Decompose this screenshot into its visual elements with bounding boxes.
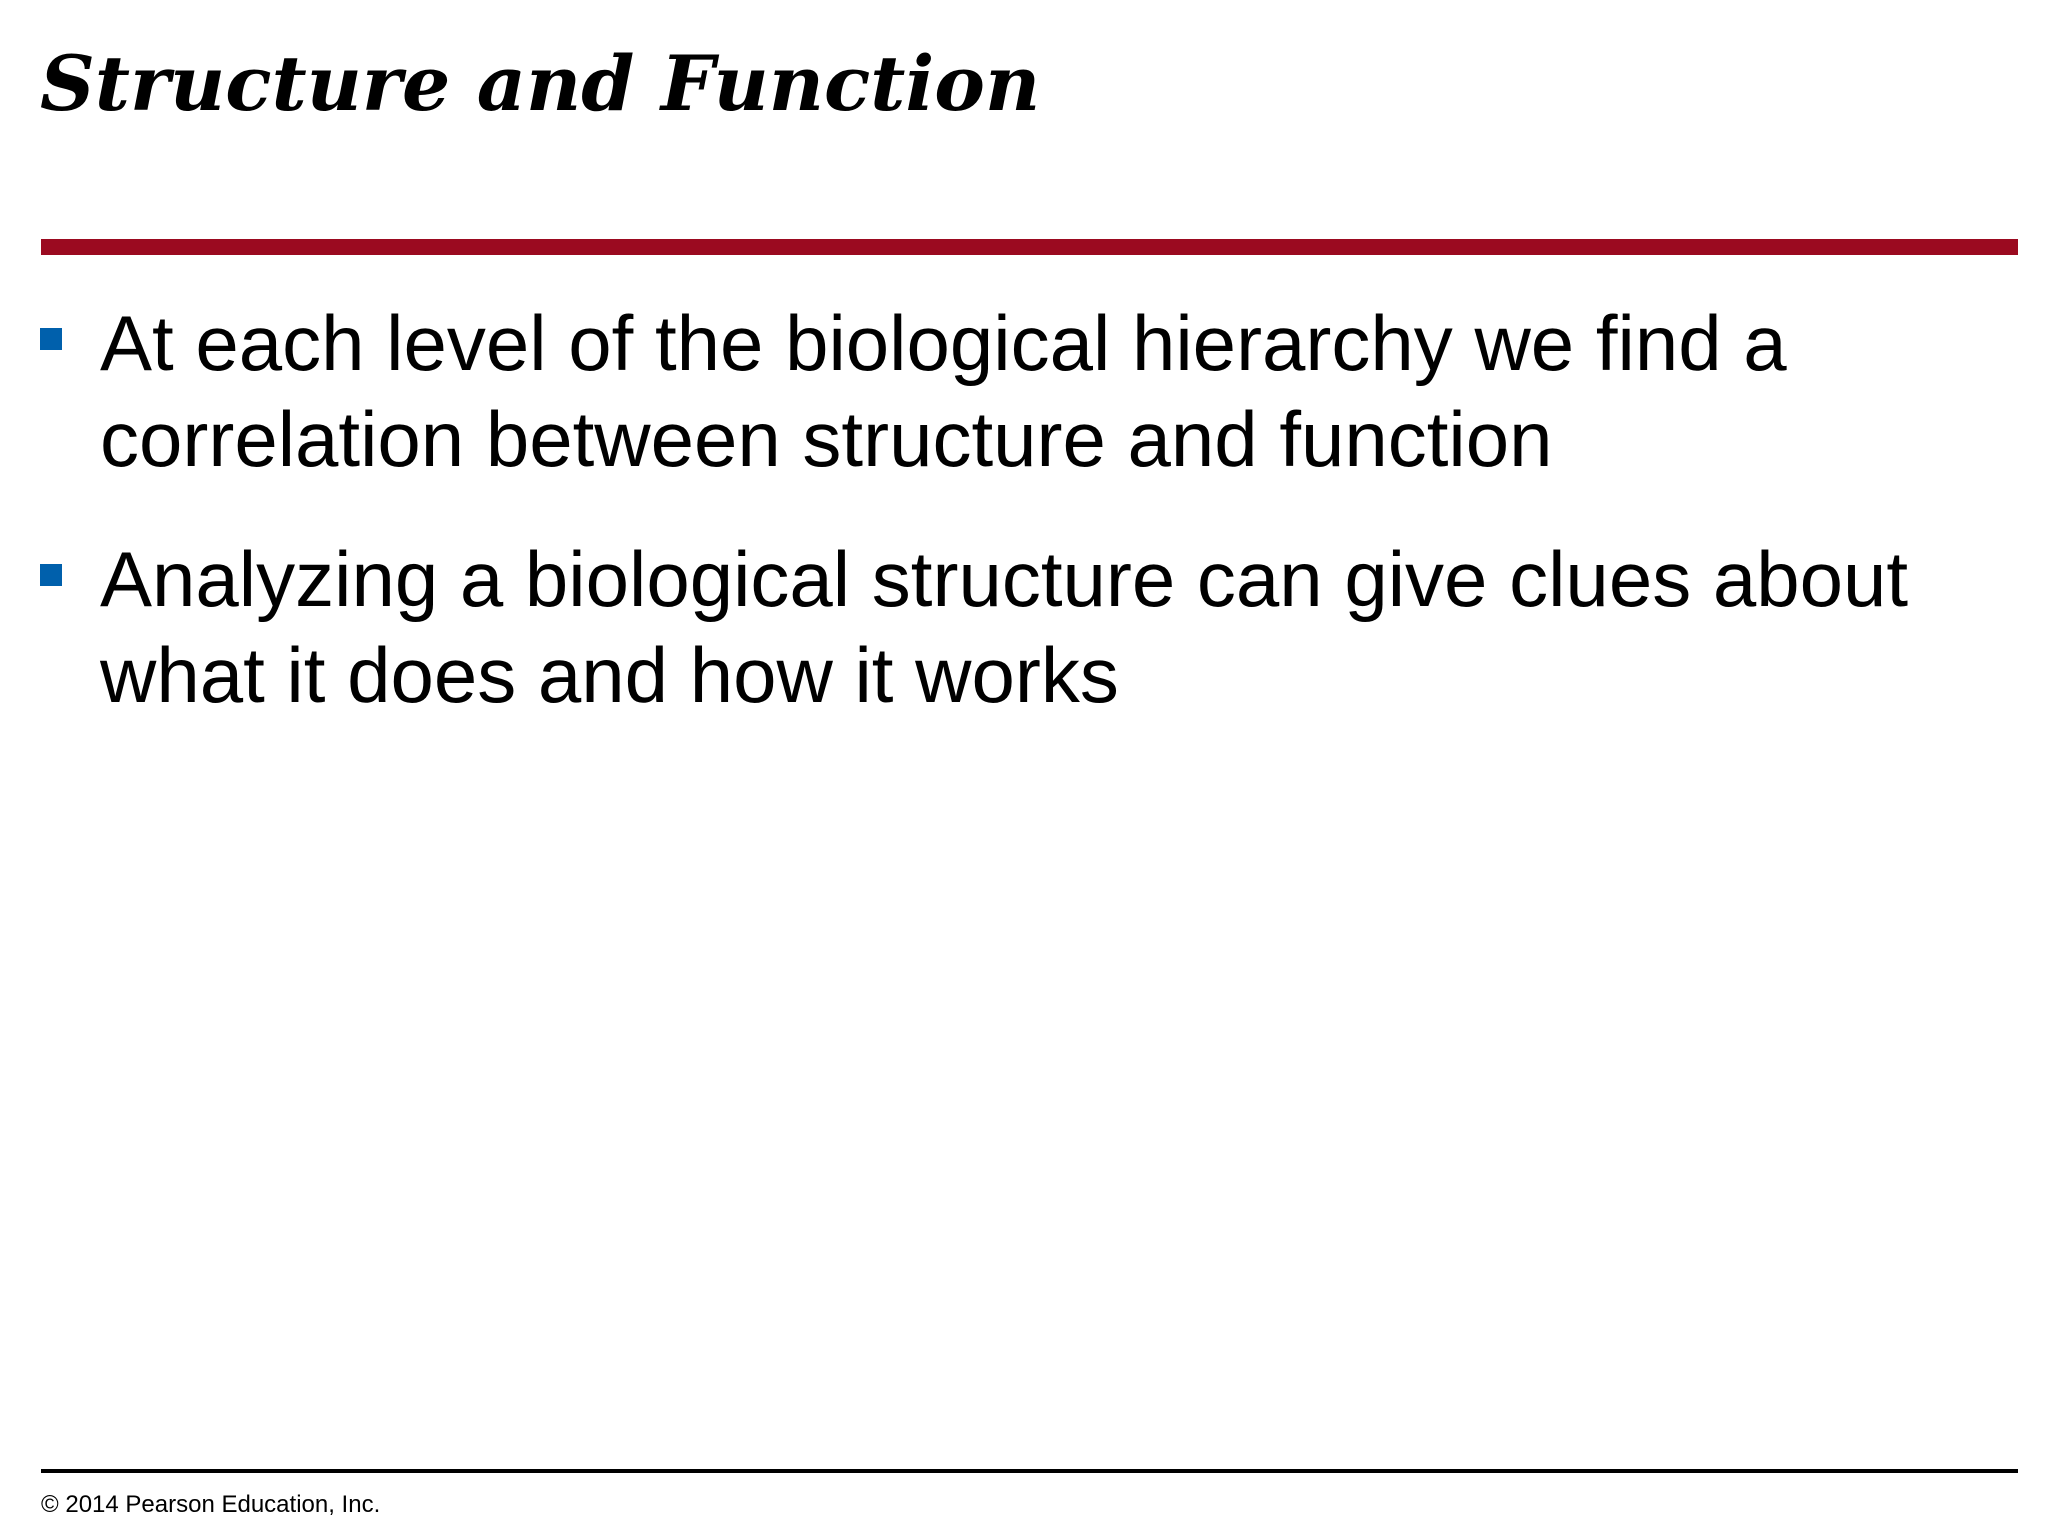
slide-title: Structure and Function <box>40 39 1041 128</box>
copyright-footer: © 2014 Pearson Education, Inc. <box>41 1491 381 1518</box>
square-bullet-icon <box>40 328 62 350</box>
bullet-text: At each level of the biological hierarchy we find a correlation between structure and function <box>100 299 1787 483</box>
bullet-text: Analyzing a biological structure can give clues about what it does and how it works <box>100 535 1909 719</box>
bullet-list <box>40 295 2000 767</box>
title-divider <box>41 239 2018 255</box>
square-bullet-icon <box>40 564 62 586</box>
bullet-item <box>40 295 2000 487</box>
bullet-item <box>40 531 2000 723</box>
footer-divider <box>41 1469 2018 1473</box>
